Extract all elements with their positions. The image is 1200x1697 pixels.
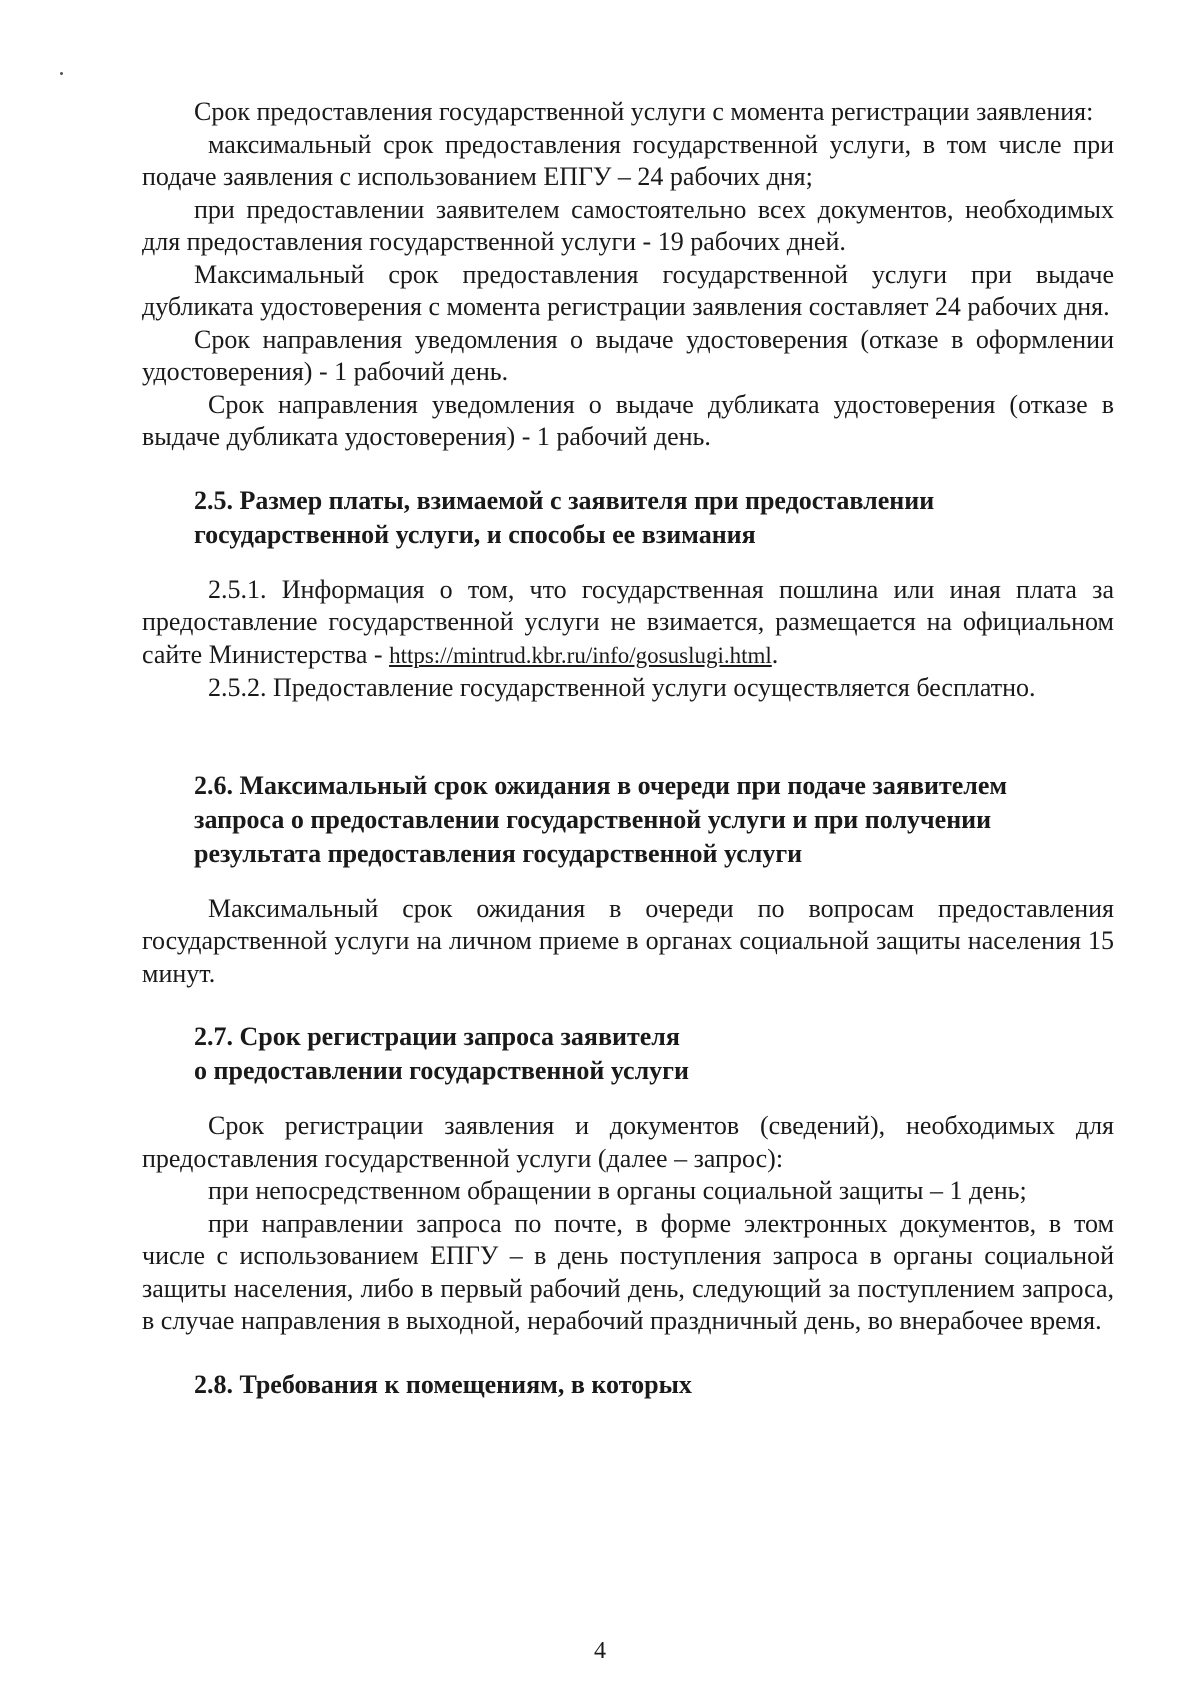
intro-paragraph-5: Срок направления уведомления о выдаче удостоверения (отказе в оформлении удостоверения) - 1 рабочий день.	[142, 324, 1114, 386]
section-heading-line: результата предоставления государственной услуги	[194, 838, 803, 868]
section-2-6-heading	[142, 769, 1114, 871]
section-heading-line: 2.5. Размер платы, взимаемой с заявителя при предоставлении	[194, 485, 935, 515]
intro-paragraph-6: Срок направления уведомления о выдаче дубликата удостоверения (отказе в выдаче дубликата удостоверения) - 1 рабочий день.	[142, 389, 1114, 451]
section-heading-line: государственной услуги, и способы ее взимания	[194, 519, 756, 549]
section-2-8-heading	[142, 1368, 1114, 1402]
section-2-7-paragraph-1: Срок регистрации заявления и документов (сведений), необходимых для предоставления государственной услуги (далее – запрос):	[142, 1111, 1114, 1173]
section-2-5-heading	[142, 484, 1114, 552]
intro-paragraph-1: Срок предоставления государственной услуги с момента регистрации заявления:	[194, 97, 1094, 126]
section-heading-line: 2.8. Требования к помещениям, в которых	[194, 1369, 692, 1399]
section-2-7-paragraph-2: при непосредственном обращении в органы социальной защиты – 1 день;	[208, 1176, 1027, 1205]
scan-speck	[60, 72, 63, 75]
section-2-5-paragraph-2: 2.5.2. Предоставление государственной услуги осуществляется бесплатно.	[208, 673, 1036, 702]
ministry-website-link[interactable]: https://mintrud.kbr.ru/info/gosuslugi.html	[389, 642, 772, 668]
section-2-6-paragraph-1: Максимальный срок ожидания в очереди по вопросам предоставления государственной услуги на личном приеме в органах социальной защиты населения 15 минут.	[142, 893, 1114, 988]
section-2-7-paragraph-3: при направлении запроса по почте, в форме электронных документов, в том числе с использованием ЕПГУ – в день поступления запроса в органы социальной защиты населения, либо в первый рабочий день, следующий за поступлением запроса, в случае направления в выходной, нерабочий праздничный день, во внерабочее время.	[142, 1208, 1114, 1335]
intro-paragraph-2: максимальный срок предоставления государственной услуги, в том числе при подаче заявления с использованием ЕПГУ – 24 рабочих дня;	[142, 129, 1114, 191]
section-heading-line: запроса о предоставлении государственной услуги и при получении	[194, 804, 992, 834]
section-heading-line: о предоставлении государственной услуги	[194, 1056, 689, 1085]
intro-paragraph-4: Максимальный срок предоставления государственной услуги при выдаче дубликата удостоверения с момента регистрации заявления составляет 24 рабочих дня.	[142, 259, 1114, 321]
document-body	[142, 96, 1114, 1402]
paragraph-end: .	[771, 639, 779, 669]
section-2-7-heading	[142, 1020, 1114, 1088]
section-heading-line: 2.6. Максимальный срок ожидания в очереди при подаче заявителем	[194, 770, 1008, 800]
paragraph-text: 2.5.1. Информация о том, что государственная пошлина или иная плата за предоставление государственной услуги не взимается, размещается на официальном сайте Министерства -	[142, 574, 1114, 669]
intro-paragraph-3: при предоставлении заявителем самостоятельно всех документов, необходимых для предоставления государственной услуги - 19 рабочих дней.	[142, 194, 1114, 256]
page-number: 4	[594, 1638, 606, 1664]
section-2-5-paragraph-1	[142, 574, 1114, 673]
section-heading-line: 2.7. Срок регистрации запроса заявителя	[194, 1022, 680, 1051]
